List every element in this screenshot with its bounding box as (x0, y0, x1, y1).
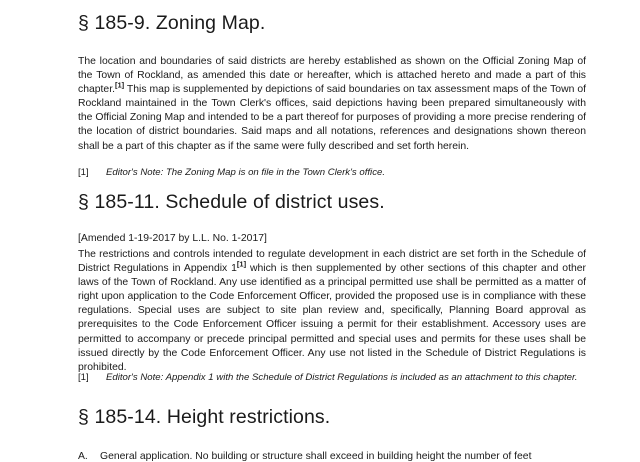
body-text-part-2: This map is supplemented by depictions of said boundaries on tax assessment maps of the Town of Rockland maintained in the Town Clerk's offices, said depictions having been prepared simultaneously with the Official Zoning Map and intended to be a part thereof for purposes of providing a more precise rendering of the location of district boundaries. Said maps and all notations, references and designations shown thereon shall be a part of this chapter as if the same were fully described and set forth herein. (78, 84, 586, 152)
body-text-part-1: The restrictions and controls intended to regulate development in each district are set forth in the Schedule of District Regulations in Appendix 1 (78, 249, 586, 275)
section-heading-185-14: § 185-14. Height restrictions. (78, 406, 331, 428)
editors-note-185-9 (78, 166, 586, 179)
note-marker: [1] (78, 372, 89, 383)
footnote-ref-link[interactable]: [1] (236, 259, 247, 269)
note-marker: [1] (78, 167, 89, 178)
body-text-part-2: which is then supplemented by other sections of this chapter and other laws of the Town of Rockland. Any use identified as a principal permitted use shall be permitted as a matter of right upon application to the Code Enforcement Officer, provided the proposed use is in compliance with these regulations. Special uses are subject to site plan review and, specifically, Planning Board approval as prerequisites to the Code Enforcement Officer issuing a permit for their establishment. Accessory uses are permitted to accompany or precede principal permitted and special uses and permits for these uses shall be issued directly by the Code Enforcement Officer. Any use not listed in the Schedule of District Regulations is prohibited. (78, 263, 586, 373)
subsection-label: A. (78, 451, 88, 462)
subsection-text: General application. No building or structure shall exceed in building height the number of feet (100, 451, 532, 462)
note-text: Editor's Note: Appendix 1 with the Schedule of District Regulations is included as an attachment to this chapter. (106, 372, 578, 383)
note-text: Editor's Note: The Zoning Map is on file in the Town Clerk's office. (106, 167, 385, 178)
body-text-part-1: The location and boundaries of said districts are hereby established as shown on the Official Zoning Map of the Town of Rockland, as amended this date or hereafter, which is attached hereto and made a part of this chapter. (78, 56, 586, 96)
amendment-note: [Amended 1-19-2017 by L.L. No. 1-2017] (78, 233, 267, 244)
section-heading-185-11: § 185-11. Schedule of district uses. (78, 191, 385, 213)
editors-note-185-11 (78, 371, 586, 384)
section-body-185-9 (78, 55, 586, 154)
section-body-185-11 (78, 248, 586, 375)
subsection-a-line (78, 451, 598, 462)
section-heading-185-9: § 185-9. Zoning Map. (78, 12, 266, 34)
footnote-ref-link[interactable]: [1] (114, 80, 125, 90)
